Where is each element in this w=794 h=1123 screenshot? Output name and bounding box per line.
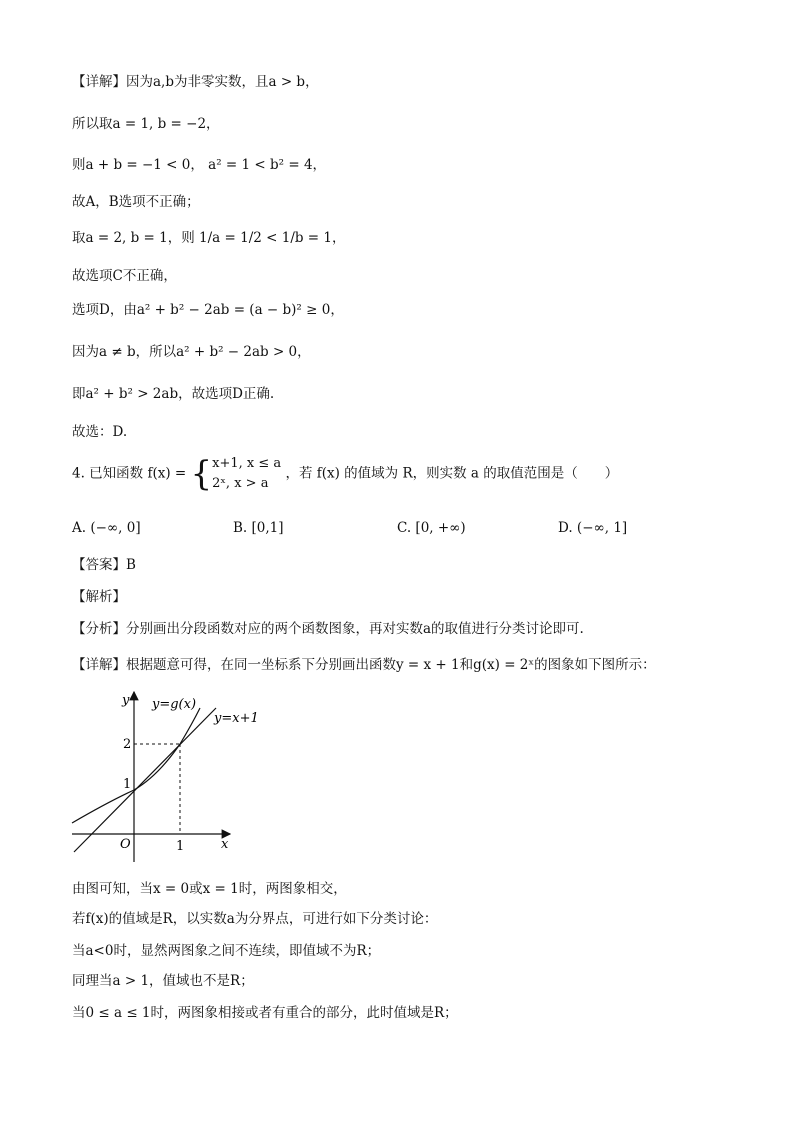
p2: 若f(x)的值域是R，以实数a为分界点，可进行如下分类讨论： bbox=[72, 911, 438, 927]
tick-x1: 1 bbox=[176, 839, 185, 854]
curve-2-pow-x bbox=[72, 708, 200, 823]
l9: 即a² + b² > 2ab，故选项D正确. bbox=[72, 386, 275, 402]
l5: 取a = 2, b = 1，则 1/a = 1/2 < 1/b = 1， bbox=[72, 230, 346, 246]
function-graph bbox=[68, 686, 259, 866]
line-x-plus-1 bbox=[74, 708, 216, 852]
y-axis-label: y bbox=[122, 693, 130, 708]
fenxi: 【分析】分别画出分段函数对应的两个函数图象，再对实数a的取值进行分类讨论即可. bbox=[72, 621, 584, 637]
l1: 【详解】因为a,b为非零实数，且a > b， bbox=[72, 74, 319, 90]
question-4 bbox=[72, 454, 618, 494]
l7: 选项D，由a² + b² − 2ab = (a − b)² ≥ 0， bbox=[72, 302, 344, 318]
p4: 同理当a > 1，值域也不是R； bbox=[72, 973, 254, 989]
q4-prefix: 4. 已知函数 f(x) = bbox=[72, 465, 187, 482]
piecewise bbox=[191, 454, 282, 494]
option-d: D. (−∞, 1] bbox=[558, 520, 628, 536]
p1: 由图可知，当x = 0或x = 1时，两图象相交， bbox=[72, 881, 347, 897]
tick-y2: 2 bbox=[123, 737, 132, 752]
p5: 当0 ≤ a ≤ 1时，两图象相接或者有重合的部分，此时值域是R； bbox=[72, 1005, 458, 1021]
l8: 因为a ≠ b，所以a² + b² − 2ab > 0， bbox=[72, 344, 311, 360]
x-axis-label: x bbox=[221, 837, 229, 852]
analysis-heading: 【解析】 bbox=[72, 589, 126, 605]
l2: 所以取a = 1, b = −2， bbox=[72, 116, 220, 132]
q4-suffix: ，若 f(x) 的值域为 R，则实数 a 的取值范围是（ ） bbox=[285, 465, 619, 482]
brace-icon: { bbox=[190, 454, 213, 494]
l3: 则a + b = −1 < 0， a² = 1 < b² = 4， bbox=[72, 157, 327, 173]
p3: 当a<0时，显然两图象之间不连续，即值域不为R； bbox=[72, 943, 381, 959]
option-b: B. [0,1] bbox=[233, 520, 284, 536]
q4-case2: 2ˣ, x > a bbox=[212, 476, 269, 491]
option-c: C. [0, +∞) bbox=[397, 520, 466, 536]
l6: 故选项C不正确， bbox=[72, 268, 177, 284]
q4-case1: x+1, x ≤ a bbox=[212, 456, 282, 471]
label-g: y=g(x) bbox=[152, 697, 197, 712]
origin-label: O bbox=[120, 837, 131, 852]
label-line: y=x+1 bbox=[214, 711, 259, 726]
answer: 【答案】B bbox=[72, 557, 136, 573]
l10: 故选：D. bbox=[72, 424, 128, 440]
option-a: A. (−∞, 0] bbox=[72, 520, 141, 536]
tick-y1: 1 bbox=[123, 777, 132, 792]
l4: 故A，B选项不正确； bbox=[72, 194, 200, 210]
xiangjie2: 【详解】根据题意可得，在同一坐标系下分别画出函数y = x + 1和g(x) = 2ˣ的图象如下图所示： bbox=[72, 657, 656, 673]
